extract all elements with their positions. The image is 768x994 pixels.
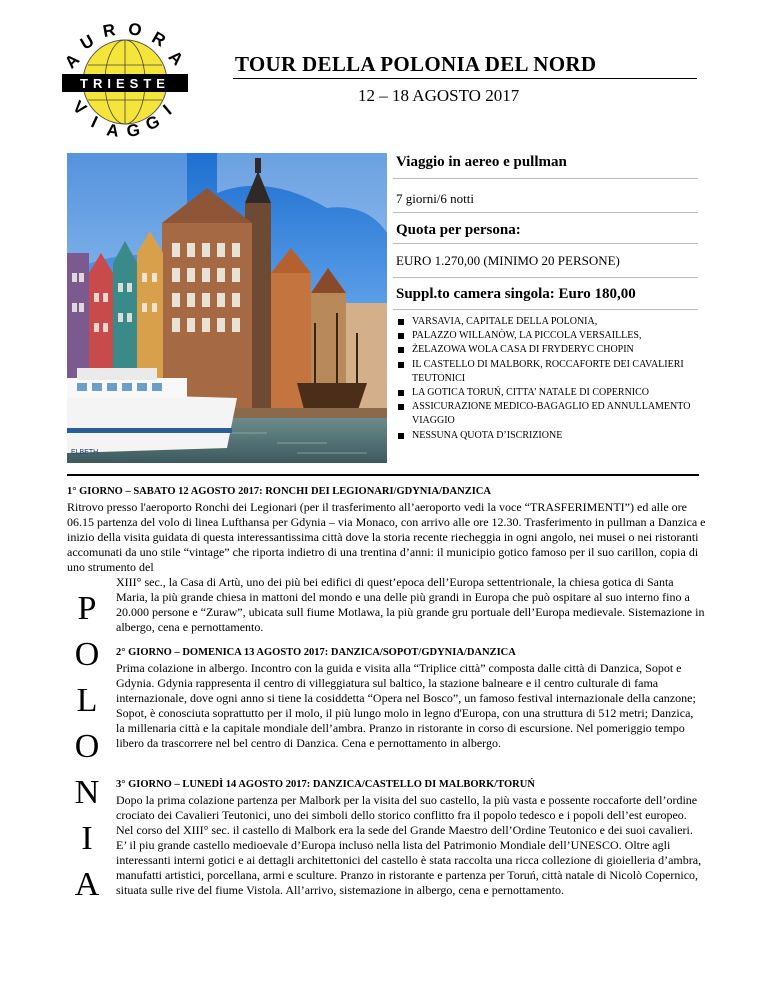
quota-label: Quota per persona: [396,222,521,238]
info-separator [393,178,698,179]
tour-dates: 12 – 18 AGOSTO 2017 [358,86,520,105]
side-letter: I [81,820,93,857]
side-letter: O [74,728,100,765]
day-1-heading: 1° GIORNO – SABATO 12 AGOSTO 2017: RONCHI DEI LEGIONARI/GDYNIA/DANZICA [67,486,491,497]
info-separator [393,212,698,213]
aurora-viaggi-logo [50,20,200,140]
section-divider [67,474,699,476]
side-letter: O [74,636,100,673]
side-letter: A [74,866,100,903]
logo-letter: A [105,120,121,140]
highlight-item: ŻELAZOWA WOLA CASA DI FRYDERYC CHOPIN [398,343,703,357]
side-letter: L [76,682,98,719]
highlight-item: ASSICURAZIONE MEDICO-BAGAGLIO ED ANNULLAMENTO VIAGGIO [398,400,703,428]
highlight-item: IL CASTELLO DI MALBORK, ROCCAFORTE DEI CAVALIERI TEUTONICI [398,358,703,386]
day-1-text-continued: XIII° sec., la Casa di Artù, uno dei più bei edifici di quest’epoca dell’Europa settentrionale, la chiesa gotica di Santa Maria, la più grande chiesa in mattoni del mondo e una delle più grandi in Europa che può ospitare al suo interno fino a 20.000 persone e “Zuraw”, ubicata sull fiume Motlawa, la più grande gru portuale dell’Europa medievale. Sistemazione in albergo, cena e pernottamento. [116,575,705,634]
trip-duration: 7 giorni/6 notti [396,191,474,206]
day-3-text: Dopo la prima colazione partenza per Malbork per la visita del suo castello, la più vasta e possente roccaforte dell’ordine crociato dei Cavalieri Teutonici, uno dei simboli dello storico conflitto fra il popolo tedesco e i popoli dell’est europeo. Nel corso del XIII° sec. il castello di Malbork era la sede del Grande Maestro dell’Ordine Teutonico e dei suoi cavalieri. E’ il piu grande castello medioevale d’Europa incluso nella lista del Patrimonio Mondiale dell’UNESCO. Oltre agli interessanti interni gotici e ai dettagli architettonici del castello è stata raccolta una ricca collezione di gioielleria d’ambra, manufatti artistici, porcellana, armi e sculture. Pranzo in ristorante e partenza per Toruń, città natale di Nicolò Copernico, situata sulle rive del fiume Vistola. All’arrivo, sistemazione in albergo, cena e pernottamento. [116,793,702,897]
side-letter: P [77,590,97,627]
highlight-item: NESSUNA QUOTA D’ISCRIZIONE [398,429,703,443]
travel-mode: Viaggio in aereo e pullman [396,154,567,170]
info-separator [393,277,698,278]
info-separator [393,243,698,244]
logo-letter: R [101,20,117,42]
highlight-item: PALAZZO WILLANÒW, LA PICCOLA VERSAILLES, [398,329,703,343]
gdansk-photo [67,153,387,463]
logo-letter: V [69,96,90,119]
logo-letter: G [142,111,163,135]
day-2-text: Prima colazione in albergo. Incontro con la guida e visita alla “Triplice città” composta dalle città di Danzica, Sopot e Gdynia. Gdynia rappresenta il centro di villeggiatura sul baltico, la stazione balneare e il centro culturale di fama internazionale, dove ogni anno si tiene la cosiddetta “Opera nel Bosco”, un famoso festival internazionale della canzone; Sopot, è conosciuta soprattutto per il molo, il più lungo molo in legno d'Europa, con una struttura di 512 metri; Danzica, la millenaria città e la capitale mondiale dell’ambra. Pranzo in ristorante in corso di escursione. Nel pomeriggio tempo libero da trascorrere nel bel centro di Danzica. Cena e pernottamento in albergo. [116,661,696,750]
logo-letter: U [77,30,98,54]
price: EURO 1.270,00 (MINIMO 20 PERSONE) [396,253,620,268]
logo-letter: R [148,27,169,51]
day-3-heading: 3° GIORNO – LUNEDÌ 14 AGOSTO 2017: DANZICA/CASTELLO DI MALBORK/TORUŃ [116,779,535,790]
page-title: TOUR DELLA POLONIA DEL NORD [235,52,597,76]
side-letter: N [74,774,100,811]
title-divider [233,78,697,79]
highlights-list [398,315,703,443]
logo-letter: A [164,47,187,70]
single-supplement: Suppl.to camera singola: Euro 180,00 [396,286,636,302]
logo-letter: I [88,112,101,132]
highlight-item: VARSAVIA, CAPITALE DELLA POLONIA, [398,315,703,329]
logo-letter: O [126,20,144,41]
logo-letter: G [125,120,142,140]
day-1-text: Ritrovo presso l'aeroporto Ronchi dei Legionari (per il trasferimento all’aeroporto vedi la voce “TRASFERIMENTI”) ed alle ore 06.15 partenza del volo di linea Lufthansa per Gdynia – via Monaco, con arrivo alle ore 12.30. Trasferimento in pullman a Danzica e inizio della visita guidata di questa interessantissima città dove la storia recente riecheggia in ogni angolo, nei musei o nei ristoranti accomunati da uno stile “vintage” che riporta indietro di una trentina d’anni: il municipio gotico famoso per il suo carillon, copia di uno strumento del [67,500,706,574]
logo-band-text: TRIESTE [80,76,170,91]
highlight-item: LA GOTICA TORUŃ, CITTA’ NATALE DI COPERNICO [398,386,703,400]
logo-letter: I [159,100,176,119]
day-2-heading: 2° GIORNO – DOMENICA 13 AGOSTO 2017: DANZICA/SOPOT/GDYNIA/DANZICA [116,647,516,658]
logo-letter: A [61,50,84,73]
boat-label: ELBETH [71,449,99,456]
info-separator [393,309,698,310]
